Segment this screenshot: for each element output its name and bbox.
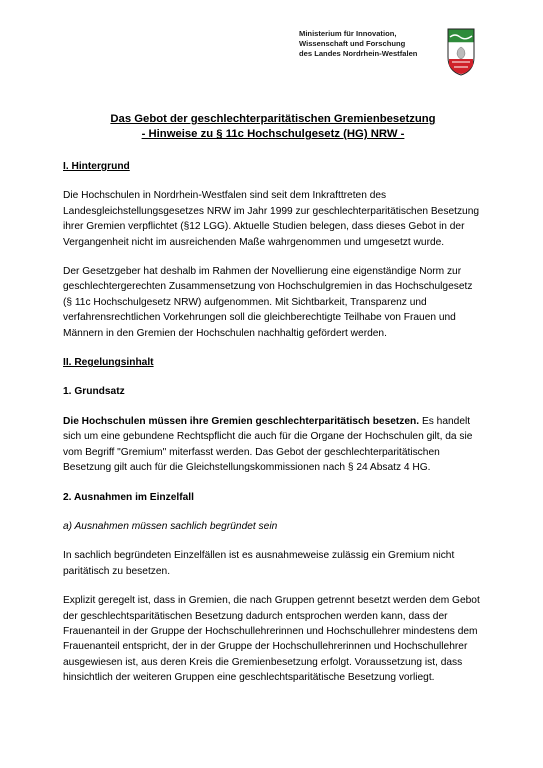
document-body [63,112,483,700]
subsection-heading-ausnahmen: 2. Ausnahmen im Einzelfall [63,491,194,503]
title-line-1: Das Gebot der geschlechterparitätischen Gremienbesetzung [110,113,436,125]
paragraph-hintergrund-2: Der Gesetzgeber hat deshalb im Rahmen der Novellierung eine eigenständige Norm zur geschlechtergerechten Zusammensetzung von Hochschulgremien in das Hochschulgesetz (§ 11c Hochschulgesetz NRW) aufgenommen. Mit Sichtbarkeit, Transparenz und verfahrensrechtlichen Vorkehrungen soll die gleichberechtigte Teilhabe von Frauen und Männern in den Gremien der Hochschulen nachhaltig gefördert werden. [63,266,473,339]
grundsatz-text: Es handelt sich um eine gebundene Rechtspflicht die auch für die Organe der Hochschulen gilt, da sie vom Begriff "Gremium" miterfasst werden. Das Gebot der geschlechterparitätischen Besetzung gilt auch für die Gleichstellungskommissionen nach § 24 Absatz 4 HG. [63,415,473,474]
paragraph-ausnahmen-2: Explizit geregelt ist, dass in Gremien, die nach Gruppen getrennt besetzt werden dem Gebot der geschlechtsparitätischen Besetzung dadurch entsprochen werden kann, dass der Frauenanteil in der Gruppe der Hochschullehrerinnen und Hochschullehrer mindestens dem Frauenanteil entspricht, der in der Gruppe der Hochschullehrerinnen und Hochschullehrer ausgewiesen ist, aus deren Kreis die Gremienbesetzung erfolgt. Voraussetzung ist, dass hinsichtlich der weiteren Gruppen eine geschlechtsparitätische Besetzung vorliegt. [63,595,480,684]
ministry-line-2: Wissenschaft und Forschung [299,39,406,48]
section-heading-regelungsinhalt: II. Regelungsinhalt [63,357,154,369]
document-title [63,112,483,142]
subsection-italic-heading: a) Ausnahmen müssen sachlich begründet sein [63,520,278,532]
paragraph-grundsatz [63,414,483,476]
paragraph-ausnahmen-1: In sachlich begründeten Einzelfällen ist es ausnahmeweise zulässig ein Gremium nicht paritätisch zu besetzen. [63,550,455,577]
section-heading-hintergrund: I. Hintergrund [63,161,130,172]
ministry-line-1: Ministerium für Innovation, [299,29,397,38]
grundsatz-bold-text: Die Hochschulen müssen ihre Gremien geschlechterparitätisch besetzen. [63,415,420,427]
subsection-heading-grundsatz: 1. Grundsatz [63,386,125,398]
title-line-2: - Hinweise zu § 11c Hochschulgesetz (HG) NRW - [141,128,405,140]
paragraph-hintergrund-1: Die Hochschulen in Nordrhein-Westfalen sind seit dem Inkrafttreten des Landesgleichstellungsgesetzes NRW im Jahr 1999 zur geschlechterparitätischen Besetzung ihrer Gremien verpflichtet (§12 LGG). Aktuelle Studien belegen, dass dieses Gebot in der Vergangenheit nicht im ausreichenden Maße wahrgenommen und umgesetzt wurde. [63,190,480,248]
nrw-coat-of-arms-icon [446,27,476,77]
ministry-name [299,29,449,59]
ministry-line-3: des Landes Nordrhein-Westfalen [299,49,418,58]
